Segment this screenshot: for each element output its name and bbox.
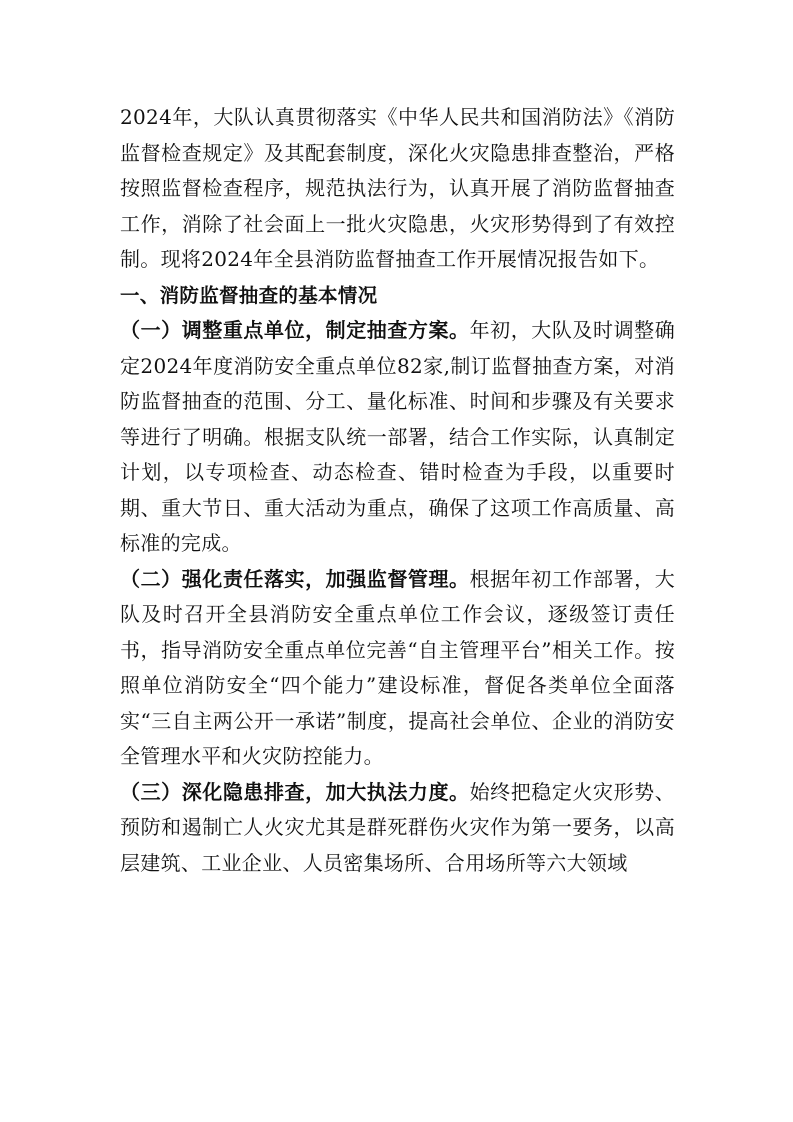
item-body: 始终把稳定火灾形势、预防和遏制亡人火灾尤其是群死群伤火灾作为第一要务，以高层建筑、工业企业、人员密集场所、合用场所等六大领域: [120, 779, 675, 875]
item-title: （一）调整重点单位，制定抽查方案。: [120, 318, 470, 342]
item-title: （三）深化隐患排查，加大执法力度。: [120, 779, 470, 804]
item-body: 年初，大队及时调整确定2024年度消防安全重点单位82家,制订监督抽查方案，对消防监督抽查的范围、分工、量化标准、时间和步骤及有关要求等进行了明确。根据支队统一部署，结合工作实际，认真制定计划，以专项检查、动态检查、错时检查为手段，以重要时期、重大节日、重大活动为重点，确保了这项工作高质量、高标准的完成。: [120, 318, 675, 555]
section-item-2: [120, 562, 675, 775]
section-item-3: [120, 775, 675, 882]
item-title: （二）强化责任落实，加强监督管理。: [120, 566, 470, 591]
section-heading: 一、消防监督抽查的基本情况: [120, 283, 378, 307]
item-body: 根据年初工作部署，大队及时召开全县消防安全重点单位工作会议，逐级签订责任书，指导消防安全重点单位完善“自主管理平台”相关工作。按照单位消防安全“四个能力”建设标准，督促各类单位全面落实“三自主两公开一承诺”制度，提高社会单位、企业的消防安全管理水平和火灾防控能力。: [120, 566, 675, 768]
intro-paragraph: 2024年，大队认真贯彻落实《中华人民共和国消防法》《消防监督检查规定》及其配套制度，深化火灾隐患排查整治，严格按照监督检查程序，规范执法行为，认真开展了消防监督抽查工作，消除了社会面上一批火灾隐患，火灾形势得到了有效控制。现将2024年全县消防监督抽查工作开展情况报告如下。: [120, 105, 675, 271]
section-item-1: [120, 313, 675, 562]
document-body: [120, 100, 675, 881]
